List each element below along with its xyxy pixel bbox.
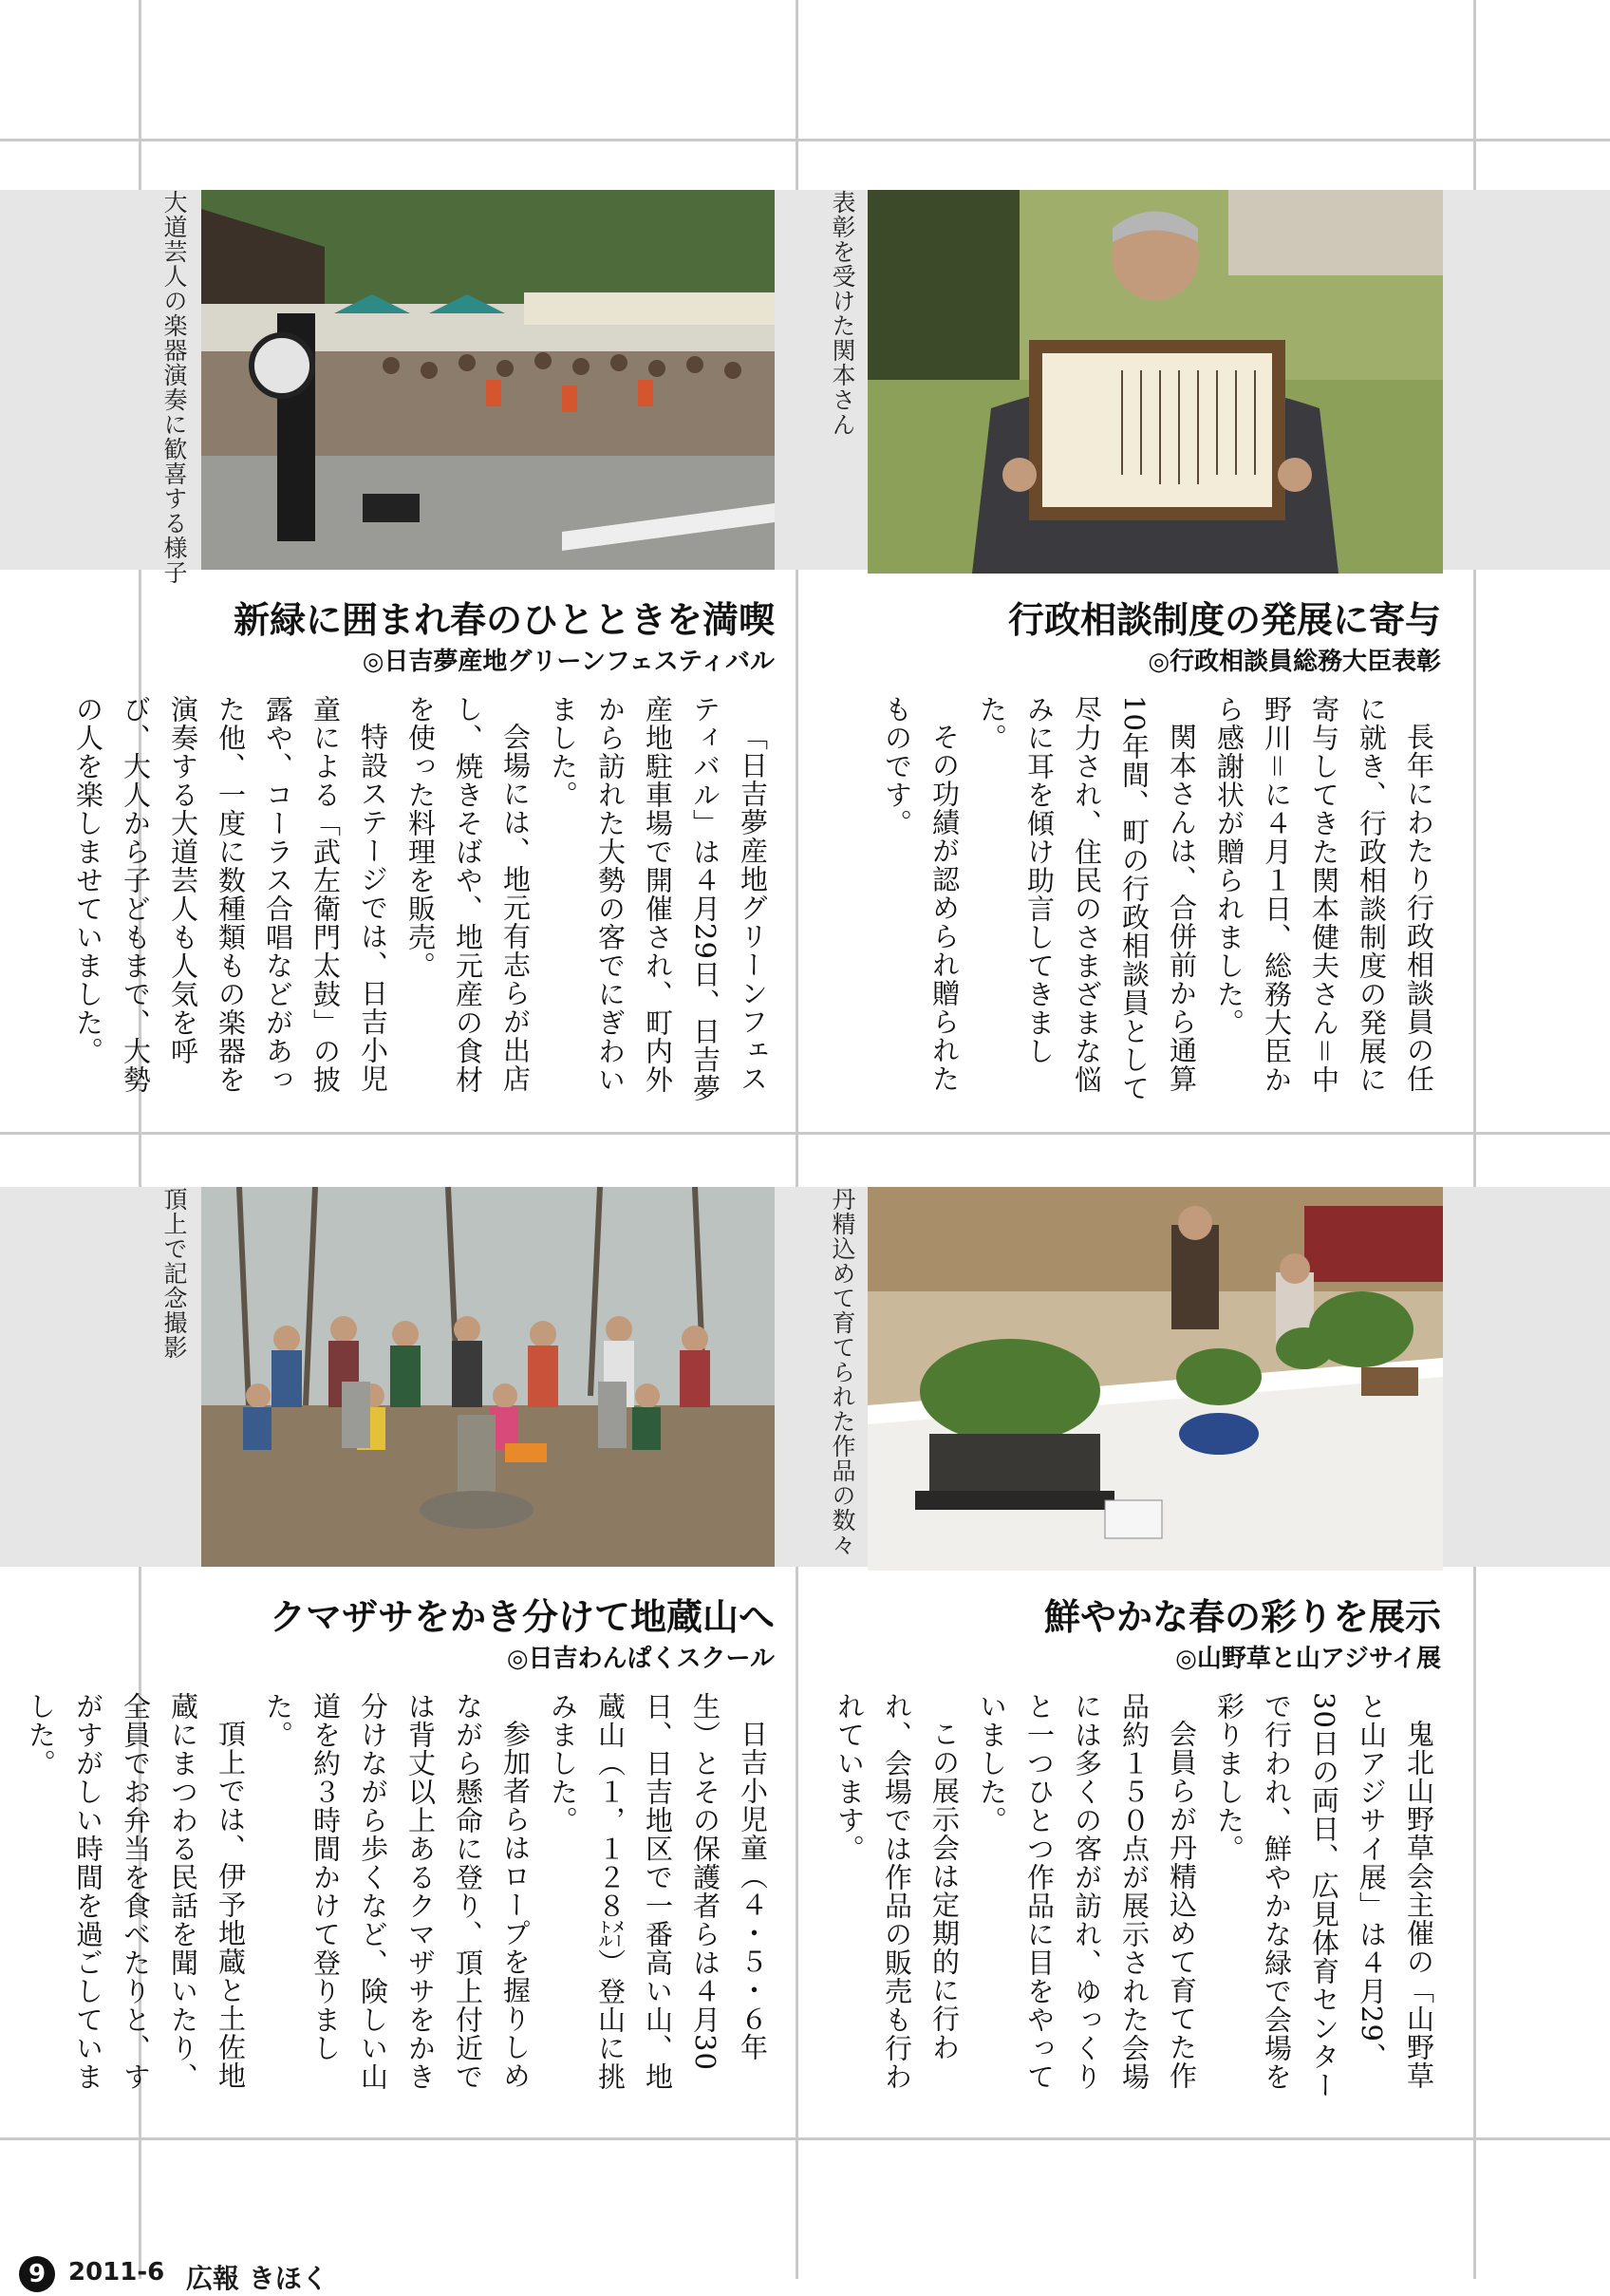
grid-line [0, 1132, 1610, 1135]
mountain-photo [201, 1187, 775, 1567]
exhibition-title: 鮮やかな春の彩りを展示 [1043, 1595, 1441, 1638]
mountain-body [25, 1692, 777, 2100]
festival-body [72, 695, 777, 1103]
exhibition-photo-caption: 丹精込めて育てられた作品の数々 [829, 1187, 856, 1557]
festival-photo [201, 190, 775, 570]
award-photo [868, 190, 1443, 574]
festival-title: 新緑に囲まれ春のひとときを満喫 [233, 598, 775, 641]
mountain-paragraph: 参加者らはロープを握りしめながら懸命に登り、頂上付近では背丈以上あるクマザサをかき分けながら歩くなど、険しい山道を約３時間かけて登りました。 [262, 1692, 532, 2091]
grid-line [0, 139, 1610, 141]
page-number: 9 [19, 2256, 55, 2292]
award-paragraph: その功績が認められ贈られたものです。 [881, 695, 961, 1093]
exhibition-paragraph: この展示会は定期的に行われ、会場では作品の販売も行われています。 [833, 1692, 961, 2091]
mountain-paragraph: 日吉小児童（４・５・６年生）とその保護者らは４月30日、日吉地区で一番高い山、地蔵山（１，１２８㍍）登山に挑みました。 [547, 1692, 769, 2091]
award-subtitle: ◎行政相談員総務大臣表彰 [1148, 648, 1441, 676]
grid-line [0, 2137, 1610, 2140]
publication-name: 広報 きほく [186, 2263, 328, 2294]
issue-date: 2011-6 [68, 2258, 165, 2287]
award-paragraph: 関本さんは、合併前から通算10年間、町の行政相談員として尽力され、住民のさまざまな悩みに耳を傾け助言してきました。 [976, 695, 1198, 1102]
award-paragraph: 長年にわたり行政相談員の任に就き、行政相談制度の発展に寄与してきた関本健夫さん＝中野川＝に４月１日、総務大臣から感謝状が贈られました。 [1213, 695, 1435, 1095]
festival-paragraph: 会場には、地元有志らが出店し、焼きそばや、地元産の食材を使った料理を販売。 [404, 695, 532, 1094]
exhibition-paragraph: 鬼北山野草会主催の「山野草と山アジサイ展」は４月29、30日の両日、広見体育センターで行われ、鮮やかな緑で会場を彩りました。 [1213, 1692, 1435, 2099]
exhibition-paragraph: 会員らが丹精込めて育てた作品約１５０点が展示された会場には多くの客が訪れ、ゆっくりと一つひとつ作品に目をやっていました。 [976, 1692, 1198, 2091]
exhibition-photo [868, 1187, 1443, 1571]
festival-paragraph: 特設ステージでは、日吉小児童による「武左衛門太鼓」の披露や、コーラス合唱などがあった他、一度に数種類もの楽器を演奏する大道芸人も人気を呼び、大人から子どもまで、大勢の人を楽しませていました。 [72, 695, 389, 1094]
mountain-subtitle: ◎日吉わんぱくスクール [506, 1645, 775, 1673]
exhibition-body [833, 1692, 1443, 2100]
mountain-paragraph: 頂上では、伊予地蔵と土佐地蔵にまつわる民話を聞いたり、全員でお弁当を食べたりと、すがすがしい時間を過ごしていました。 [25, 1692, 247, 2091]
award-photo-caption: 表彰を受けた関本さん [829, 190, 856, 437]
festival-photo-caption: 大道芸人の楽器演奏に歓喜する様子 [160, 190, 188, 585]
exhibition-subtitle: ◎山野草と山アジサイ展 [1175, 1645, 1441, 1673]
festival-subtitle: ◎日吉夢産地グリーンフェスティバル [362, 648, 775, 676]
mountain-title: クマザサをかき分けて地蔵山へ [269, 1595, 775, 1638]
festival-paragraph: 「日吉夢産地グリーンフェスティバル」は４月29日、日吉夢産地駐車場で開催され、町内外から訪れた大勢の客でにぎわいました。 [547, 695, 769, 1102]
award-body [868, 695, 1443, 1103]
mountain-photo-caption: 頂上で記念撮影 [160, 1187, 188, 1360]
award-title: 行政相談制度の発展に寄与 [1007, 598, 1441, 641]
